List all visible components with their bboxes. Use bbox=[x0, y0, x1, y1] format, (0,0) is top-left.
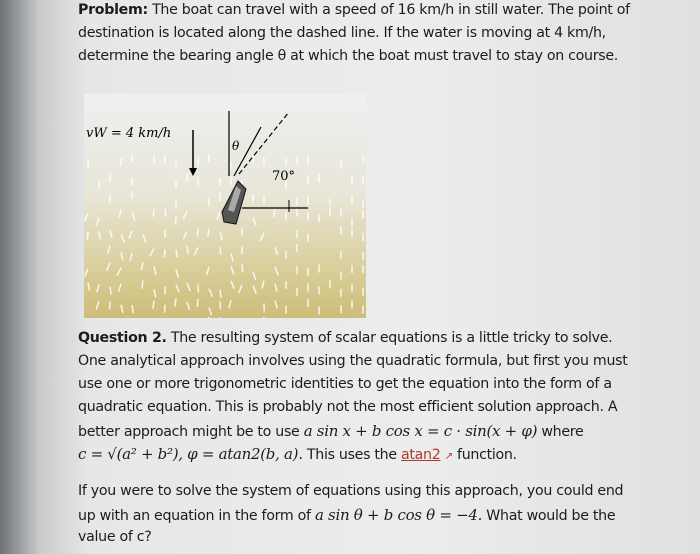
water-arrow-head bbox=[189, 168, 197, 176]
problem-line-3: determine the bearing angle θ at which the boat must travel to stay on course. bbox=[78, 48, 618, 64]
water-streak bbox=[141, 263, 143, 271]
boat-figure bbox=[84, 94, 366, 318]
question-line-2: One analytical approach involves using the quadratic formula, but first you must bbox=[78, 353, 628, 369]
water-streak bbox=[194, 247, 198, 255]
water-streak bbox=[183, 211, 187, 219]
water-streak bbox=[253, 286, 256, 294]
water-streak bbox=[132, 305, 133, 313]
water-streak bbox=[153, 209, 154, 217]
water-streak bbox=[197, 299, 198, 307]
water-streak bbox=[110, 230, 112, 238]
theta-label: θ bbox=[232, 139, 240, 153]
water-streak bbox=[153, 301, 154, 309]
water-streak bbox=[121, 253, 123, 261]
water-streak bbox=[231, 281, 234, 289]
water-streak bbox=[106, 263, 110, 271]
water-streak bbox=[275, 267, 278, 275]
water-streak bbox=[207, 317, 209, 318]
water-streak bbox=[274, 209, 275, 217]
question-line-9: value of c? bbox=[78, 529, 152, 545]
water-streak bbox=[164, 249, 165, 257]
angle-label: 70° bbox=[272, 169, 296, 184]
water-streak bbox=[143, 234, 146, 242]
water-streak bbox=[207, 267, 209, 275]
theta-equation: a sin θ + b cos θ = −4. bbox=[314, 506, 483, 524]
water-streak bbox=[183, 231, 187, 239]
water-streak bbox=[217, 211, 220, 219]
question-line-4: quadratic equation. This is probably not the most efficient solution approach. A bbox=[78, 399, 618, 415]
water-streak bbox=[129, 231, 132, 239]
water-streak bbox=[85, 269, 88, 277]
water-streak bbox=[154, 267, 156, 275]
question-label: Question 2. bbox=[78, 330, 167, 346]
water-streak bbox=[239, 285, 242, 293]
question-line-5: better approach might be to use a sin x + b cos x = c · sin(x + φ) where bbox=[78, 422, 584, 440]
figure-drawing bbox=[84, 94, 366, 318]
water-streak bbox=[108, 245, 110, 253]
water-streak bbox=[208, 229, 209, 237]
water-streak bbox=[119, 284, 121, 292]
water-streak bbox=[262, 281, 264, 289]
water-streak bbox=[97, 218, 99, 226]
water-streak bbox=[119, 209, 121, 217]
problem-label: Problem: bbox=[78, 2, 148, 18]
water-streak bbox=[96, 301, 99, 309]
water-streak bbox=[209, 307, 211, 315]
water-streak bbox=[85, 213, 88, 221]
water-streak bbox=[219, 317, 220, 318]
water-streak bbox=[220, 232, 222, 240]
water-streak bbox=[150, 248, 154, 256]
water-streak bbox=[220, 290, 221, 298]
water-streak bbox=[110, 287, 111, 295]
problem-line-1: Problem: The boat can travel with a speed of 16 km/h in still water. The point of bbox=[78, 2, 630, 18]
question-line-7: If you were to solve the system of equations using this approach, you could end bbox=[78, 483, 624, 499]
water-streak bbox=[121, 235, 125, 243]
water-streak bbox=[209, 289, 213, 297]
water-streak bbox=[187, 246, 188, 254]
question-line-6: c = √(a² + b²), φ = atan2(b, a). This uses the atan2 ↗ function. bbox=[78, 445, 517, 463]
water-streak bbox=[175, 299, 176, 307]
boat-icon bbox=[222, 181, 246, 224]
water-streak bbox=[263, 317, 264, 318]
water-streaks bbox=[85, 154, 363, 318]
c-phi-formula: c = √(a² + b²), φ = atan2(b, a). bbox=[78, 445, 303, 463]
water-streak bbox=[275, 284, 277, 292]
water-streak bbox=[231, 266, 234, 274]
external-link-icon[interactable]: ↗ bbox=[444, 451, 453, 462]
water-streak bbox=[187, 302, 190, 310]
water-streak bbox=[242, 264, 243, 272]
water-streak bbox=[117, 268, 121, 276]
water-streak bbox=[197, 229, 198, 237]
question-line-1: Question 2. The resulting system of scalar equations is a little tricky to solve. bbox=[78, 330, 613, 346]
water-streak bbox=[97, 284, 99, 292]
water-streak bbox=[231, 253, 233, 261]
water-streak bbox=[165, 208, 166, 216]
question-line-3: use one or more trigonometric identities to get the equation into the form of a bbox=[78, 376, 612, 392]
water-streak bbox=[176, 284, 179, 292]
question-line-8: up with an equation in the form of a sin θ + b cos θ = −4. What would be the bbox=[78, 506, 616, 524]
water-streak bbox=[154, 289, 156, 297]
water-streak bbox=[87, 232, 88, 240]
water-streak bbox=[253, 272, 256, 280]
water-streak bbox=[229, 300, 231, 308]
water-streak bbox=[132, 213, 135, 221]
water-streak bbox=[88, 282, 89, 290]
identity-formula: a sin x + b cos x = c · sin(x + φ) bbox=[303, 422, 538, 440]
water-speed-label: vW = 4 km/h bbox=[86, 126, 172, 141]
water-streak bbox=[275, 247, 278, 255]
water-streak bbox=[176, 270, 178, 278]
water-streak bbox=[130, 253, 132, 261]
atan2-link[interactable]: atan2 bbox=[401, 447, 441, 463]
water-streak bbox=[142, 281, 143, 289]
water-streak bbox=[176, 250, 177, 258]
water-streak bbox=[220, 247, 221, 255]
water-streak bbox=[260, 233, 264, 241]
water-streak bbox=[99, 232, 100, 240]
problem-line-2: destination is located along the dashed line. If the water is moving at 4 km/h, bbox=[78, 25, 606, 41]
water-streak bbox=[187, 283, 190, 291]
water-streak bbox=[275, 301, 277, 309]
water-streak bbox=[121, 305, 123, 313]
water-streak bbox=[253, 218, 256, 226]
